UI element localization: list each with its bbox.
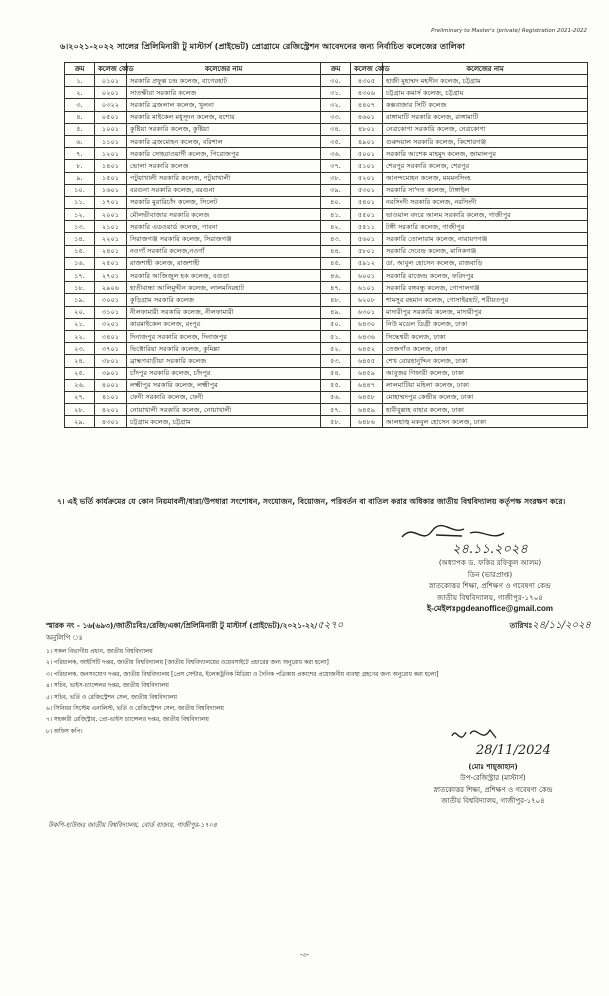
- code-cell: ৫৯১২: [351, 257, 383, 269]
- code-cell: ৫৫১১: [351, 221, 383, 233]
- code-cell: ৬৪৫৮: [351, 391, 383, 403]
- serial-cell: ১৬.: [65, 257, 95, 269]
- college-list-table: [64, 62, 588, 428]
- table-row: [65, 257, 588, 269]
- serial-cell: ৫.: [65, 123, 95, 135]
- serial-cell: ২৯.: [65, 416, 95, 428]
- deputy-designation: উপ-রেজিস্ট্রার (মাস্টার্স): [460, 774, 526, 783]
- table-row: [65, 367, 588, 379]
- code-cell: ২৪০১: [95, 245, 127, 257]
- serial-cell: ৩৮.: [321, 172, 351, 184]
- serial-cell: ২২.: [65, 330, 95, 342]
- college-name-cell: হাতীবান্ধা আলিমুদ্দীন কলেজ, লালমনিরহাট: [127, 282, 321, 294]
- footer-note: উকপি-হাউজঃ জাতীয় বিশ্ববিদ্যালয়, বোর্ড বাজার, গাজীপুর-১৭০৪: [48, 821, 217, 829]
- serial-cell: ৮.: [65, 160, 95, 172]
- code-cell: ২২০১: [95, 233, 127, 245]
- college-name-cell: চাঁদপুর সরকারি কলেজ, চাঁদপুর: [127, 367, 321, 379]
- table-row: [65, 75, 588, 87]
- serial-cell: ৪৬.: [321, 270, 351, 282]
- dean-signature-date: ২৪.১১.২০২৪: [452, 542, 528, 557]
- college-name-cell: আনন্দমোহন কলেজ, ময়মনসিংহ: [383, 172, 588, 184]
- college-name-cell: তেজগাঁও কলেজ, ঢাকা: [383, 343, 588, 355]
- serial-cell: ১৫.: [65, 245, 95, 257]
- college-name-cell: কক্সবাজার সিটি কলেজ: [383, 99, 588, 111]
- serial-cell: ৫১.: [321, 330, 351, 342]
- college-name-cell: শামসুর রহমান কলেজ, গোসাইরহাট, শরীয়তপুর: [383, 294, 588, 306]
- serial-cell: ১.: [65, 75, 95, 87]
- code-cell: ৩২০১: [95, 318, 127, 330]
- code-cell: ৫৮০১: [351, 245, 383, 257]
- college-name-cell: মৌলভীবাজার সরকারি কলেজ: [127, 209, 321, 221]
- table-row: [65, 184, 588, 196]
- table-row: [65, 416, 588, 428]
- table-row: [65, 87, 588, 99]
- code-cell: ৪০০১: [95, 379, 127, 391]
- serial-cell: ২৪.: [65, 355, 95, 367]
- table-row: [65, 270, 588, 282]
- serial-cell: ২৩.: [65, 343, 95, 355]
- header-note: Preliminary to Master's (private) Registration 2021-2022: [431, 28, 587, 34]
- college-name-cell: কারমাইকেল কলেজ, রংপুর: [127, 318, 321, 330]
- header-name: কলেজের নাম: [127, 63, 321, 75]
- college-name-cell: রাজশাহী কলেজ, রাজশাহী: [127, 257, 321, 269]
- deputy-name: (মোঃ শাহ্‌জাহান): [468, 763, 518, 771]
- college-name-cell: সরকারি মুরারিচাঁদ কলেজ, সিলেট: [127, 196, 321, 208]
- memo-handwritten-number: ৫২৭০: [317, 620, 344, 631]
- code-cell: ৫৪০১: [351, 196, 383, 208]
- college-name-cell: সরকারি বঙ্গবন্ধু কলেজ, গোপালগঞ্জ: [383, 282, 588, 294]
- college-name-cell: সরকারি সা'দত কলেজ, টাঙ্গাইল: [383, 184, 588, 196]
- header-serial: ক্রম: [321, 63, 351, 75]
- code-cell: ৬৪৮৬: [351, 416, 383, 428]
- serial-cell: ৩৩.: [321, 111, 351, 123]
- table-body: [65, 75, 588, 428]
- section-7-paragraph: ৭। এই ভর্তি কার্যক্রমের যে কোন নিয়মাবলী/ধারা/উপধারা সংশোধন, সংযোজন, বিয়োজন, পরিবর্তন বা বাতিল করার অধিকার জাতীয় বিশ্ববিদ্যালয় কর্তৃপক্ষ সংরক্ষণ করে।: [57, 497, 566, 506]
- serial-cell: ১৪.: [65, 233, 95, 245]
- serial-cell: ৪৯.: [321, 306, 351, 318]
- code-cell: ০৫০১: [95, 111, 127, 123]
- code-cell: ০৩২২: [95, 99, 127, 111]
- college-name-cell: সরকারি মাইকেল মধুসূদন কলেজ, যশোর: [127, 111, 321, 123]
- college-name-cell: লালমাটিয়া মহিলা কলেজ, ঢাকা: [383, 379, 588, 391]
- college-name-cell: শেখ বোরহানুদ্দিন কলেজ, ঢাকা: [383, 355, 588, 367]
- code-cell: ৫০০১: [351, 148, 383, 160]
- serial-cell: ৩৫.: [321, 135, 351, 147]
- code-cell: ৪১০১: [95, 391, 127, 403]
- college-name-cell: সরকারি আজিজুল হক কলেজ, বগুড়া: [127, 270, 321, 282]
- table-row: [65, 209, 588, 221]
- header-name: কলেজের নাম: [383, 63, 588, 75]
- college-name-cell: সরকারি প্রফুল্ল চন্দ্র কলেজ, বাগেরহাট: [127, 75, 321, 87]
- table-row: [65, 343, 588, 355]
- serial-cell: ৯.: [65, 172, 95, 184]
- deputy-institution: জাতীয় বিশ্ববিদ্যালয়, গাজীপুর-১৭০৪: [441, 797, 545, 806]
- serial-cell: ২৫.: [65, 367, 95, 379]
- table-header-row: [65, 63, 588, 75]
- serial-cell: ১৮.: [65, 282, 95, 294]
- serial-cell: ৫৫.: [321, 379, 351, 391]
- college-name-cell: সিরাজগঞ্জ সরকারি কলেজ, সিরাজগঞ্জ: [127, 233, 321, 245]
- serial-cell: ২১.: [65, 318, 95, 330]
- college-name-cell: পটুয়াখালী সরকারি কলেজ, পটুয়াখালী: [127, 172, 321, 184]
- code-cell: ৫৬০১: [351, 233, 383, 245]
- code-cell: ৩৯০১: [95, 367, 127, 379]
- serial-cell: ১১.: [65, 196, 95, 208]
- dean-name: (অধ্যাপক ড. ফকির রফিকুল আলম): [438, 558, 542, 567]
- serial-cell: ৬.: [65, 135, 95, 147]
- code-cell: ৩৪০১: [95, 330, 127, 342]
- college-name-cell: নোয়াখালী সরকারি কলেজ, নোয়াখালী: [127, 404, 321, 416]
- table-row: [65, 391, 588, 403]
- college-name-cell: ডা. আবুল হোসেন কলেজ, রাজবাড়ি: [383, 257, 588, 269]
- college-name-cell: টঙ্গী সরকারি কলেজ, গাজীপুর: [383, 221, 588, 233]
- code-cell: ৫২০১: [351, 172, 383, 184]
- serial-cell: ১২.: [65, 209, 95, 221]
- code-cell: ৬৪৫৫: [351, 355, 383, 367]
- code-cell: ৬৪৩০: [351, 318, 383, 330]
- serial-cell: ৩৬.: [321, 148, 351, 160]
- serial-cell: ২৮.: [65, 404, 95, 416]
- college-name-cell: চট্টগ্রাম কমার্স কলেজ, চট্টগ্রাম: [383, 87, 588, 99]
- dean-institution: জাতীয় বিশ্ববিদ্যালয়, গাজীপুর-১৭০৪: [436, 592, 544, 602]
- code-cell: ২৫০১: [95, 257, 127, 269]
- college-name-cell: নেত্রকোণা সরকারি কলেজ, নেত্রকোণা: [383, 123, 588, 135]
- table-row: [65, 123, 588, 135]
- deputy-registrar-block: [388, 762, 598, 808]
- code-cell: ২৯০৬: [95, 282, 127, 294]
- table-row: [65, 172, 588, 184]
- table-row: [65, 99, 588, 111]
- code-cell: ১৭০১: [95, 196, 127, 208]
- page-title: ৬।২০২১-২০২২ সালের প্রিলিমিনারী টু মাস্টার্স (প্রাইভেট) প্রোগ্রামে রেজিস্ট্রেশন আবেদনের জন্য নির্বাচিত কলেজের তালিকা: [60, 41, 465, 51]
- serial-cell: ১৩.: [65, 221, 95, 233]
- serial-cell: ৫৮.: [321, 416, 351, 428]
- code-cell: ৫১০১: [351, 160, 383, 172]
- memo-date-label: তারিখঃ: [509, 621, 533, 630]
- serial-cell: ৩০.: [321, 75, 351, 87]
- code-cell: ৪৬০১: [351, 111, 383, 123]
- serial-cell: ৪.: [65, 111, 95, 123]
- serial-cell: ১০.: [65, 184, 95, 196]
- college-name-cell: ভাওয়াল বদরে আলম সরকারি কলেজ, গাজীপুর: [383, 209, 588, 221]
- college-name-cell: সরকারি দেবেন্দ্র কলেজ, মানিকগঞ্জ: [383, 245, 588, 257]
- table-row: [65, 148, 588, 160]
- college-name-cell: গুরুদয়াল সরকারি কলেজ, কিশোরগঞ্জ: [383, 135, 588, 147]
- code-cell: ৪৪০৭: [351, 99, 383, 111]
- code-cell: ৪৩০৬: [351, 87, 383, 99]
- college-name-cell: কুষ্টিয়া সরকারি কলেজ, কুষ্টিয়া: [127, 123, 321, 135]
- code-cell: ৬২০৮: [351, 294, 383, 306]
- serial-cell: ২.: [65, 87, 95, 99]
- college-name-cell: ফেনী সরকারি কলেজ, ফেনী: [127, 391, 321, 403]
- serial-cell: ৫৩.: [321, 355, 351, 367]
- code-cell: ৬৪৩৬: [351, 330, 383, 342]
- dean-email: ই-মেইলঃpgdeanoffice@gmail.com: [426, 604, 554, 614]
- college-name-cell: সরকারি আশেক মাহমুদ কলেজ, জামালপুর: [383, 148, 588, 160]
- table-row: [65, 111, 588, 123]
- college-name-cell: হাবীবুল্লাহ বাহার কলেজ, ঢাকা: [383, 404, 588, 416]
- college-name-cell: ভোলা সরকারি কলেজ: [127, 160, 321, 172]
- serial-cell: ২০.: [65, 306, 95, 318]
- serial-cell: ৪৭.: [321, 282, 351, 294]
- code-cell: ৬৪৪৭: [351, 379, 383, 391]
- table-row: [65, 245, 588, 257]
- college-name-cell: দিনাজপুর সরকারি কলেজ, দিনাজপুর: [127, 330, 321, 342]
- dean-signature: [392, 515, 592, 557]
- table-row: [65, 233, 588, 245]
- copy-list-item: ১। সকল বিভাগীয় প্রধান, জাতীয় বিশ্ববিদ্যালয়: [46, 649, 153, 655]
- serial-cell: ৪৪.: [321, 245, 351, 257]
- table-row: [65, 160, 588, 172]
- table-row: [65, 355, 588, 367]
- dean-signature-block: [380, 557, 600, 615]
- college-name-cell: সরকারি ব্রজলাল কলেজ, খুলনা: [127, 99, 321, 111]
- college-name-cell: লক্ষ্মীপুর সরকারি কলেজ, লক্ষ্মীপুর: [127, 379, 321, 391]
- college-name-cell: আলহাজ্ব মকবুল হোসেন কলেজ, ঢাকা: [383, 416, 588, 428]
- serial-cell: ৪৩.: [321, 233, 351, 245]
- code-cell: ৪৯০১: [351, 135, 383, 147]
- code-cell: ১৬০১: [95, 184, 127, 196]
- serial-cell: ২৭.: [65, 391, 95, 403]
- college-name-cell: রাঙ্গামাটি সরকারি কলেজ, রাঙ্গামাটি: [383, 111, 588, 123]
- code-cell: ৪৮০১: [351, 123, 383, 135]
- college-name-cell: সাতক্ষীরা সরকারি কলেজ: [127, 87, 321, 99]
- college-name-cell: শেরপুর সরকারি কলেজ, শেরপুর: [383, 160, 588, 172]
- code-cell: ০১০১: [95, 75, 127, 87]
- code-cell: ৪৩০৫: [351, 75, 383, 87]
- table-row: [65, 404, 588, 416]
- college-name-cell: নীলফামারী সরকারি কলেজ, নীলফামারী: [127, 306, 321, 318]
- code-cell: ১২০১: [95, 148, 127, 160]
- college-name-cell: সরকারি তোলারাম কলেজ, নারায়ণগঞ্জ: [383, 233, 588, 245]
- header-code: কলেজ কোড: [95, 63, 127, 75]
- college-name-cell: সরকারি ব্রজমোহন কলেজ, বরিশাল: [127, 135, 321, 147]
- table-row: [65, 135, 588, 147]
- serial-cell: ৫৬.: [321, 391, 351, 403]
- deputy-signature-date: 28/11/2024: [476, 743, 551, 758]
- header-serial: ক্রম: [65, 63, 95, 75]
- code-cell: ৬১০১: [351, 282, 383, 294]
- code-cell: ৬৪৫৯: [351, 404, 383, 416]
- college-name-cell: সরকারি রাজেন্দ্র কলেজ, ফরিদপুর: [383, 270, 588, 282]
- code-cell: ১৪০১: [95, 160, 127, 172]
- college-name-cell: নরসিংদী সরকারি কলেজ, নরসিংদী: [383, 196, 588, 208]
- college-name-cell: চট্টগ্রাম কলেজ, চট্টগ্রাম: [127, 416, 321, 428]
- serial-cell: ২৬.: [65, 379, 95, 391]
- serial-cell: ৫২.: [321, 343, 351, 355]
- serial-cell: ৩১.: [321, 87, 351, 99]
- college-name-cell: ভিক্টোরিয়া সরকারি কলেজ, কুমিল্লা: [127, 343, 321, 355]
- code-cell: ৫৩০১: [351, 184, 383, 196]
- code-cell: ০২০১: [95, 87, 127, 99]
- college-name-cell: নিউ মডেল ডিগ্রী কলেজ, ঢাকা: [383, 318, 588, 330]
- code-cell: ৩০০১: [95, 294, 127, 306]
- college-name-cell: সিদ্ধেশ্বরী কলেজ, ঢাকা: [383, 330, 588, 342]
- serial-cell: ৩৯.: [321, 184, 351, 196]
- deputy-office: স্নাতকোত্তর শিক্ষা, প্রশিক্ষণ ও গবেষণা কেন্দ্র: [433, 785, 553, 794]
- copy-list-item: ৫। সচিব, ভর্তি ও রেজিস্ট্রেশন সেল, জাতীয় বিশ্ববিদ্যালয়: [46, 694, 177, 701]
- copy-list-item: ৭। সহকারী রেজিস্ট্রার, প্রো-ভাইস চ্যান্সেলর দপ্তর, জাতীয় বিশ্ববিদ্যালয়: [46, 717, 209, 724]
- table-row: [65, 221, 588, 233]
- serial-cell: ১৯.: [65, 294, 95, 306]
- code-cell: ৩১০১: [95, 306, 127, 318]
- table-row: [65, 196, 588, 208]
- code-cell: ২০০১: [95, 209, 127, 221]
- serial-cell: ৩৭.: [321, 160, 351, 172]
- code-cell: ১৫০১: [95, 172, 127, 184]
- code-cell: ২১০১: [95, 221, 127, 233]
- memo-date: ২৪/১১/২০২৪: [532, 620, 591, 631]
- memo-number: স্মারক নং - ১৬(৬৯৩)/জাতীঃবিঃ/রেজি/একা/প্রিলিমিনারী টু মাস্টার্স (প্রাইভেট)/২০২১-২২/: [46, 621, 318, 630]
- page-number: -৩-: [299, 951, 310, 959]
- college-name-cell: ব্রাহ্মণবাড়ীয়া সরকারি কলেজ: [127, 355, 321, 367]
- copy-list-item: ২। পরিচালক, আইসিটি দপ্তর, জাতীয় বিশ্ববিদ্যালয় [জাতীয় বিশ্ববিদ্যালয়ের ওয়েবসাইটে প্রচারের জন্য অনুরোধ করা হলো]: [46, 660, 329, 667]
- dean-office: স্নাতকোত্তর শিক্ষা, প্রশিক্ষণ ও গবেষণা কেন্দ্র: [429, 581, 551, 591]
- copy-list-item: ৪। সচিব, ভাইস-চ্যান্সেলর দপ্তর, জাতীয় বিশ্ববিদ্যালয়: [46, 683, 169, 690]
- header-code: কলেজ কোড: [351, 63, 383, 75]
- table-row: [65, 318, 588, 330]
- copy-list-item: ৮। অফিস কপি।: [46, 728, 83, 735]
- serial-cell: ৩২.: [321, 99, 351, 111]
- serial-cell: ৪২.: [321, 221, 351, 233]
- copy-heading: অনুলিপি ঃ: [46, 634, 83, 642]
- table-row: [65, 379, 588, 391]
- serial-cell: ৫৪.: [321, 367, 351, 379]
- college-name-cell: মোহাম্মদপুর কেন্দ্রীয় কলেজ, ঢাকা: [383, 391, 588, 403]
- copy-list-item: ৬। সিনিয়র সিস্টেম এনালিস্ট, ভর্তি ও রেজিস্ট্রেশন সেল, জাতীয় বিশ্ববিদ্যালয়: [46, 706, 224, 713]
- college-name-cell: আবুজর গিফারী কলেজ, ঢাকা: [383, 367, 588, 379]
- code-cell: ২৭০১: [95, 270, 127, 282]
- serial-cell: ৪৫.: [321, 257, 351, 269]
- dean-designation: ডিন (ভারপ্রাপ্ত): [467, 569, 513, 579]
- serial-cell: ৫৭.: [321, 404, 351, 416]
- code-cell: ৩৭০১: [95, 343, 127, 355]
- serial-cell: ৩৪.: [321, 123, 351, 135]
- code-cell: ৬৩০১: [351, 306, 383, 318]
- college-name-cell: নওগাঁ সরকারি কলেজ,নওগাঁ: [127, 245, 321, 257]
- memo-line: [46, 618, 601, 635]
- serial-cell: ১৭.: [65, 270, 95, 282]
- code-cell: ৪২০১: [95, 404, 127, 416]
- code-cell: ১১০১: [95, 135, 127, 147]
- code-cell: ৩৮০১: [95, 355, 127, 367]
- table-row: [65, 282, 588, 294]
- serial-cell: ৫০.: [321, 318, 351, 330]
- code-cell: ৬৪৫৯: [351, 367, 383, 379]
- college-name-cell: হাজী মুহাম্মদ মহসীন কলেজ, চট্টগ্রাম: [383, 75, 588, 87]
- serial-cell: ৪১.: [321, 209, 351, 221]
- serial-cell: ৪৮.: [321, 294, 351, 306]
- table-row: [65, 330, 588, 342]
- deputy-registrar-signature: [446, 722, 586, 766]
- college-name-cell: কুড়িগ্রাম সরকারি কলেজ: [127, 294, 321, 306]
- code-cell: ৬৪৫২: [351, 343, 383, 355]
- code-cell: ৪৩০১: [95, 416, 127, 428]
- college-name-cell: মাদারীপুর সরকারি কলেজ, মাদারীপুর: [383, 306, 588, 318]
- table-row: [65, 294, 588, 306]
- code-cell: ৬০০১: [351, 270, 383, 282]
- serial-cell: ৪০.: [321, 196, 351, 208]
- college-name-cell: সরকারি সোহরাওয়ার্দী কলেজ, পিরোজপুর: [127, 148, 321, 160]
- serial-cell: ৩.: [65, 99, 95, 111]
- college-name-cell: বরগুনা সরকারি কলেজ, বরগুনা: [127, 184, 321, 196]
- table-row: [65, 306, 588, 318]
- copy-list-item: ৩। পরিচালক, জনসংযোগ দপ্তর, জাতীয় বিশ্ববিদ্যালয় [প্রেস সেন্টার, ইলেকট্রনিক মিডিয়া ও দৈনিক পত্রিকায় প্রকাশের প্রয়োজনীয় ব্যবস্থা গ্রহণের জন্য অনুরোধ করা হলো]: [46, 671, 439, 678]
- serial-cell: ৭.: [65, 148, 95, 160]
- college-name-cell: সরকারি এডওয়ার্ড কলেজ, পাবনা: [127, 221, 321, 233]
- code-cell: ১০০১: [95, 123, 127, 135]
- code-cell: ৫৫০১: [351, 209, 383, 221]
